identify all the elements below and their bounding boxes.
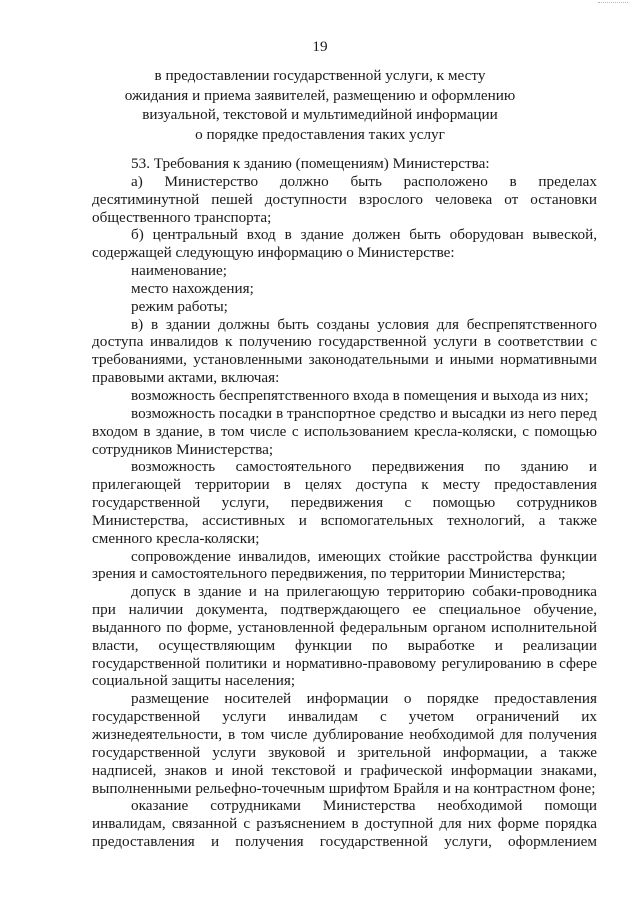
accessibility-item: возможность беспрепятственного входа в помещения и выхода из них;	[131, 386, 589, 404]
heading-line: о порядке предоставления таких услуг	[195, 125, 445, 143]
heading-line: визуальной, текстовой и мультимедийной информации	[142, 106, 498, 123]
scan-artifact	[598, 2, 628, 5]
paragraph-subitem-v: в) в здании должны быть созданы условия для беспрепятственного доступа инвалидов к получению государственной услуги в соответствии с требованиями, установленными законодательными и иными нормативными правовыми актами, включая:	[92, 315, 597, 387]
accessibility-item: возможность самостоятельного передвижения по зданию и прилегающей территории в целях доступа к месту предоставления государственной услуги, передвижения с помощью сотрудников Министерства, ассистивных и вспомогательных технологий, а также сменного кресла-коляски;	[92, 458, 597, 547]
heading-line: в предоставлении государственной услуги, к месту	[154, 67, 486, 84]
accessibility-item: размещение носителей информации о порядке предоставления государственной услуги инвалидам с учетом ограничений их жизнедеятельности, в том числе дублирование необходимой для получения государственной услуги звуковой и зрительной информации, а также надписей, знаков и иной текстовой и графической информации знаками, выполненными рельефно-точечным шрифтом Брайля и на контрастном фоне;	[92, 690, 597, 797]
accessibility-item: оказание сотрудниками Министерства необходимой помощи инвалидам, связанной с разъяснением в доступной для них форме порядка предоставления и получения государственной услуги, оформлением	[92, 797, 597, 851]
accessibility-item: допуск в здание и на прилегающую территорию собаки-проводника при наличии документа, подтверждающего ее специальное обучение, выданного по форме, установленной федеральным органом исполнительной власти, осуществляющим функции по выработке и реализации государственной политики и нормативно-правовому регулированию в сфере социальной защиты населения;	[92, 583, 597, 690]
paragraph-item-53: 53. Требования к зданию (помещениям) Министерства:	[131, 155, 490, 172]
section-heading	[90, 66, 550, 144]
body-text	[92, 155, 597, 851]
accessibility-item: возможность посадки в транспортное средство и высадки из него перед входом в здание, в том числе с использованием кресла-коляски, с помощью сотрудников Министерства;	[92, 404, 597, 458]
list-item-schedule: режим работы;	[131, 297, 228, 315]
list-item-location: место нахождения;	[131, 279, 254, 297]
list-item-name: наименование;	[131, 262, 227, 280]
paragraph-subitem-b: б) центральный вход в здание должен быть оборудован вывеской, содержащей следующую информацию о Министерстве:	[92, 226, 597, 262]
page-number: 19	[312, 38, 328, 55]
paragraph-subitem-a: а) Министерство должно быть расположено в пределах десятиминутной пешей доступности взрослого человека от остановки общественного транспорта;	[92, 172, 597, 226]
heading-line: ожидания и приема заявителей, размещению и оформлению	[124, 86, 516, 104]
accessibility-item: сопровождение инвалидов, имеющих стойкие расстройства функции зрения и самостоятельного передвижения, по территории Министерства;	[92, 547, 597, 583]
